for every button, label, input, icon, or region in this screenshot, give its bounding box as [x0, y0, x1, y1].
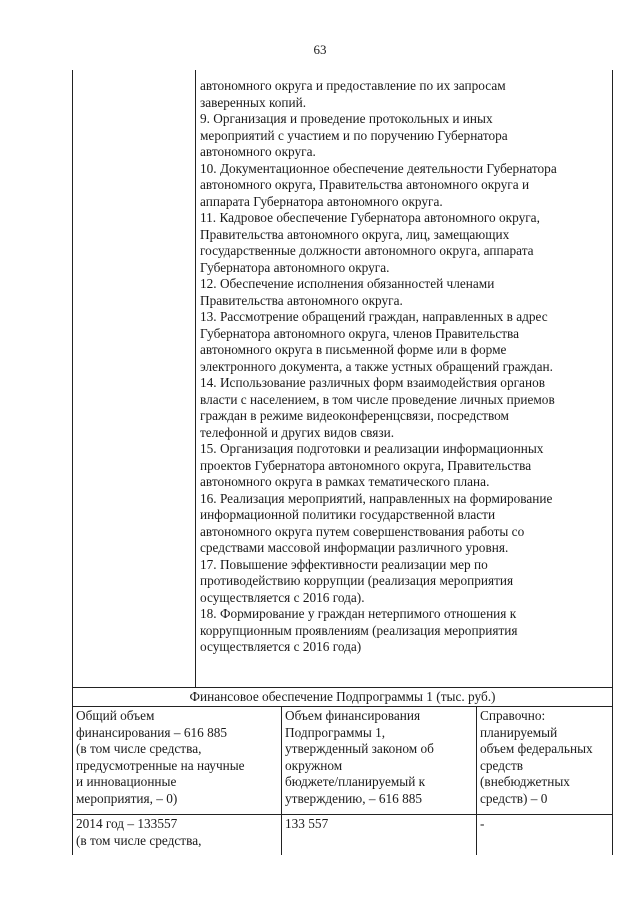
- measure-text-line: 17. Повышение эффективности реализации мер по: [200, 556, 488, 572]
- measure-text-line: проектов Губернатора автономного округа, Правительства: [200, 457, 532, 473]
- measure-text-line: Правительства автономного округа, лиц, замещающих: [200, 226, 510, 242]
- measure-text-line: автономного округа в рамках тематического плана.: [200, 474, 490, 489]
- measure-text-line: 18. Формирование у граждан нетерпимого отношения к: [200, 606, 517, 621]
- column-divider: [195, 70, 196, 687]
- year-2014-federal-cell: [477, 815, 612, 855]
- measure-text-line: осуществляется с 2016 года): [200, 639, 362, 654]
- measure-text-line: Правительства автономного округа.: [200, 292, 403, 308]
- finance-header: Финансовое обеспечение Подпрограммы 1 (тыс. руб.): [73, 687, 612, 707]
- measure-text-line: автономного округа в письменной форме или в форме: [200, 342, 507, 357]
- measure-text-line: Губернатора автономного округа.: [200, 259, 390, 275]
- approved-funding-line: утверждению, – 616 885: [285, 790, 423, 806]
- measure-text-line: автономного округа.: [200, 144, 316, 159]
- subprogram-passport-table: [72, 70, 613, 855]
- year-2014-federal: -: [480, 816, 485, 831]
- measure-text-line: заверенных копий.: [200, 94, 307, 110]
- measure-text-line: электронного документа, а также устных обращений граждан.: [200, 358, 553, 374]
- measures-row: [73, 70, 612, 687]
- total-funding-line: Общий объем: [76, 708, 155, 723]
- measure-text-line: Губернатора автономного округа, членов Правительства: [200, 325, 520, 341]
- measure-text-line: 15. Организация подготовки и реализации информационных: [200, 441, 544, 456]
- measure-text-line: информационной политики государственной власти: [200, 507, 496, 522]
- approved-funding-line: утвержденный законом об: [285, 741, 434, 756]
- measures-list: [200, 78, 606, 656]
- total-funding-line: предусмотренные на научные: [76, 757, 245, 773]
- approved-funding-line: бюджете/планируемый к: [285, 774, 426, 789]
- federal-funding-line: средств) – 0: [480, 790, 548, 806]
- federal-funding-cell: [477, 707, 612, 814]
- measure-text-line: 10. Документационное обеспечение деятельности Губернатора: [200, 160, 557, 176]
- measure-text-line: 16. Реализация мероприятий, направленных на формирование: [200, 490, 553, 506]
- federal-funding-line: планируемый: [480, 724, 558, 740]
- measure-text-line: осуществляется с 2016 года).: [200, 589, 365, 605]
- year-2014-label-cell: [73, 815, 282, 855]
- year-2014-label-line: (в том числе средства,: [76, 832, 202, 848]
- approved-funding-line: Объем финансирования: [285, 708, 421, 723]
- measure-text-line: аппарата Губернатора автономного округа.: [200, 193, 443, 209]
- year-2014-amount-cell: [282, 815, 477, 855]
- measure-text-line: государственные должности автономного округа, аппарата: [200, 243, 534, 258]
- federal-funding-line: средств: [480, 757, 524, 773]
- finance-row-2014: [73, 815, 612, 855]
- federal-funding-line: (внебюджетных: [480, 774, 570, 789]
- measure-text-line: власти с населением, в том числе проведение личных приемов: [200, 391, 555, 407]
- measure-text-line: автономного округа, Правительства автономного округа и: [200, 177, 530, 192]
- total-funding-line: (в том числе средства,: [76, 741, 202, 756]
- measure-text-line: автономного округа путем совершенствования работы со: [200, 523, 525, 539]
- approved-funding-cell: [282, 707, 477, 814]
- total-funding-line: мероприятия, – 0): [76, 790, 178, 806]
- federal-funding-line: объем федеральных: [480, 741, 593, 756]
- finance-totals-row: [73, 707, 612, 815]
- measure-text-line: граждан в режиме видеоконференцсвязи, посредством: [200, 408, 509, 423]
- measure-text-line: коррупционным проявлениям (реализация мероприятия: [200, 622, 518, 638]
- total-funding-cell: [73, 707, 282, 814]
- approved-funding-line: Подпрограммы 1,: [285, 724, 386, 740]
- measure-text-line: мероприятий с участием и по поручению Губернатора: [200, 127, 508, 143]
- year-2014-label-line: 2014 год – 133557: [76, 816, 178, 831]
- measure-text-line: 11. Кадровое обеспечение Губернатора автономного округа,: [200, 210, 540, 225]
- measure-text-line: телефонной и других видов связи.: [200, 424, 395, 440]
- federal-funding-line: Справочно:: [480, 708, 546, 723]
- measure-text-line: средствами массовой информации различного уровня.: [200, 540, 509, 555]
- measure-text-line: автономного округа и предоставление по их запросам: [200, 78, 506, 93]
- measure-text-line: 14. Использование различных форм взаимодействия органов: [200, 375, 545, 390]
- approved-funding-line: окружном: [285, 757, 343, 773]
- measure-text-line: 9. Организация и проведение протокольных и иных: [200, 111, 493, 126]
- measure-text-line: 12. Обеспечение исполнения обязанностей членами: [200, 276, 495, 291]
- page-number: 63: [313, 42, 327, 57]
- year-2014-amount: 133 557: [285, 816, 329, 831]
- total-funding-line: и инновационные: [76, 774, 177, 789]
- measure-text-line: 13. Рассмотрение обращений граждан, направленных в адрес: [200, 309, 548, 324]
- total-funding-line: финансирования – 616 885: [76, 724, 228, 740]
- measure-text-line: противодействию коррупции (реализация мероприятия: [200, 573, 514, 588]
